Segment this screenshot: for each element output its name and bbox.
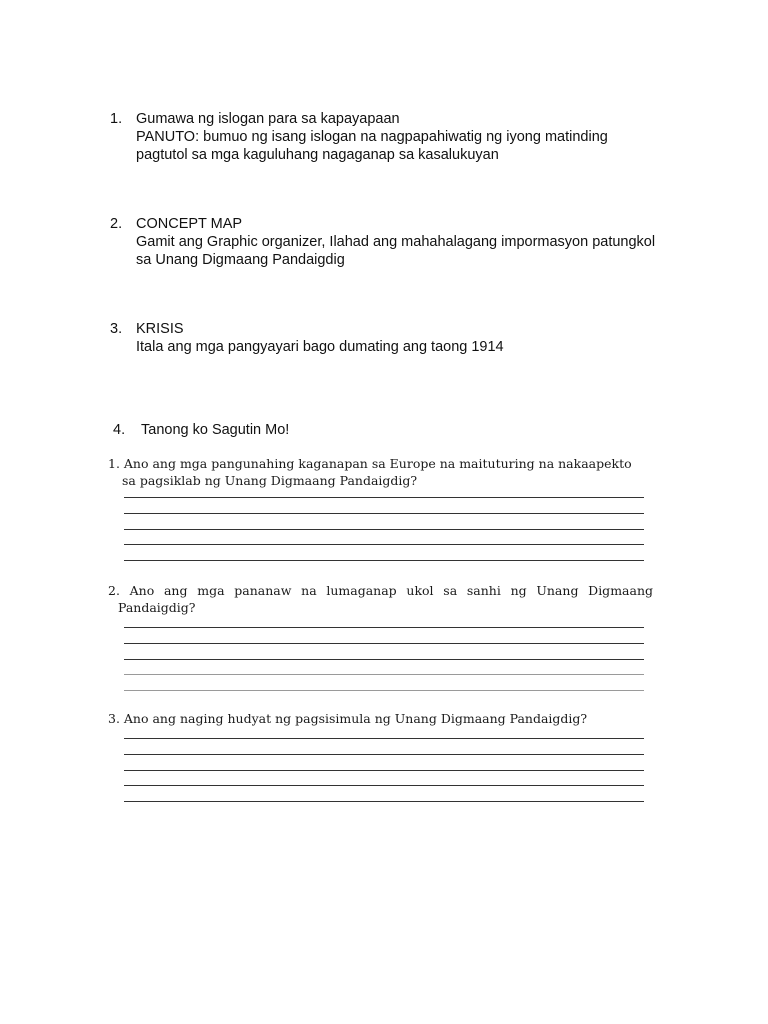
answer-line[interactable]: [124, 544, 644, 545]
answer-line[interactable]: [124, 754, 644, 755]
task-number: 1.: [110, 111, 123, 127]
answer-line[interactable]: [124, 770, 644, 771]
answer-line[interactable]: [124, 513, 644, 514]
task-number: 2.: [110, 216, 123, 232]
answer-line[interactable]: [124, 785, 644, 786]
question-text: 1. Ano ang mga pangunahing kaganapan sa Europe na maituturing na nakaapekto: [108, 456, 632, 471]
task-title: Gumawa ng islogan para sa kapayapaan: [136, 111, 400, 127]
task-instruction: sa Unang Digmaang Pandaigdig: [136, 252, 345, 268]
answer-lines-2: [124, 627, 644, 706]
answer-line[interactable]: [124, 738, 644, 739]
task-title: KRISIS: [136, 321, 184, 337]
answer-lines-3: [124, 738, 644, 817]
task-2: [110, 215, 710, 269]
question-text-continued: sa pagsiklab ng Unang Digmaang Pandaigdig?: [122, 473, 418, 488]
task-number: 3.: [110, 321, 123, 337]
answer-line[interactable]: [124, 560, 644, 561]
answer-line[interactable]: [124, 497, 644, 498]
task-title: Tanong ko Sagutin Mo!: [141, 422, 290, 438]
task-number: 4.: [113, 422, 126, 438]
answer-line[interactable]: [124, 659, 644, 660]
answer-lines-1: [124, 497, 644, 576]
task-instruction: Itala ang mga pangyayari bago dumating ang taong 1914: [136, 339, 504, 355]
question-2: [108, 582, 653, 616]
task-title: CONCEPT MAP: [136, 216, 243, 232]
answer-line[interactable]: [124, 643, 644, 644]
question-text: 2. Ano ang mga pananaw na lumaganap ukol sa sanhi ng Unang Digmaang: [108, 583, 653, 598]
question-text: 3. Ano ang naging hudyat ng pagsisimula ng Unang Digmaang Pandaigdig?: [108, 711, 588, 726]
task-instruction: PANUTO: bumuo ng isang islogan na nagpapahiwatig ng iyong matinding: [136, 129, 608, 145]
task-1: [110, 110, 710, 164]
question-1: [108, 455, 653, 489]
answer-line[interactable]: [124, 690, 644, 691]
task-3: [110, 320, 710, 356]
answer-line[interactable]: [124, 801, 644, 802]
task-instruction: pagtutol sa mga kaguluhang nagaganap sa kasalukuyan: [136, 147, 499, 163]
answer-line[interactable]: [124, 529, 644, 530]
question-text-continued: Pandaigdig?: [118, 600, 196, 615]
answer-line[interactable]: [124, 674, 644, 675]
question-3: [108, 710, 653, 727]
task-instruction: Gamit ang Graphic organizer, Ilahad ang mahahalagang impormasyon patungkol: [136, 234, 656, 250]
task-4: [110, 421, 710, 439]
answer-line[interactable]: [124, 627, 644, 628]
